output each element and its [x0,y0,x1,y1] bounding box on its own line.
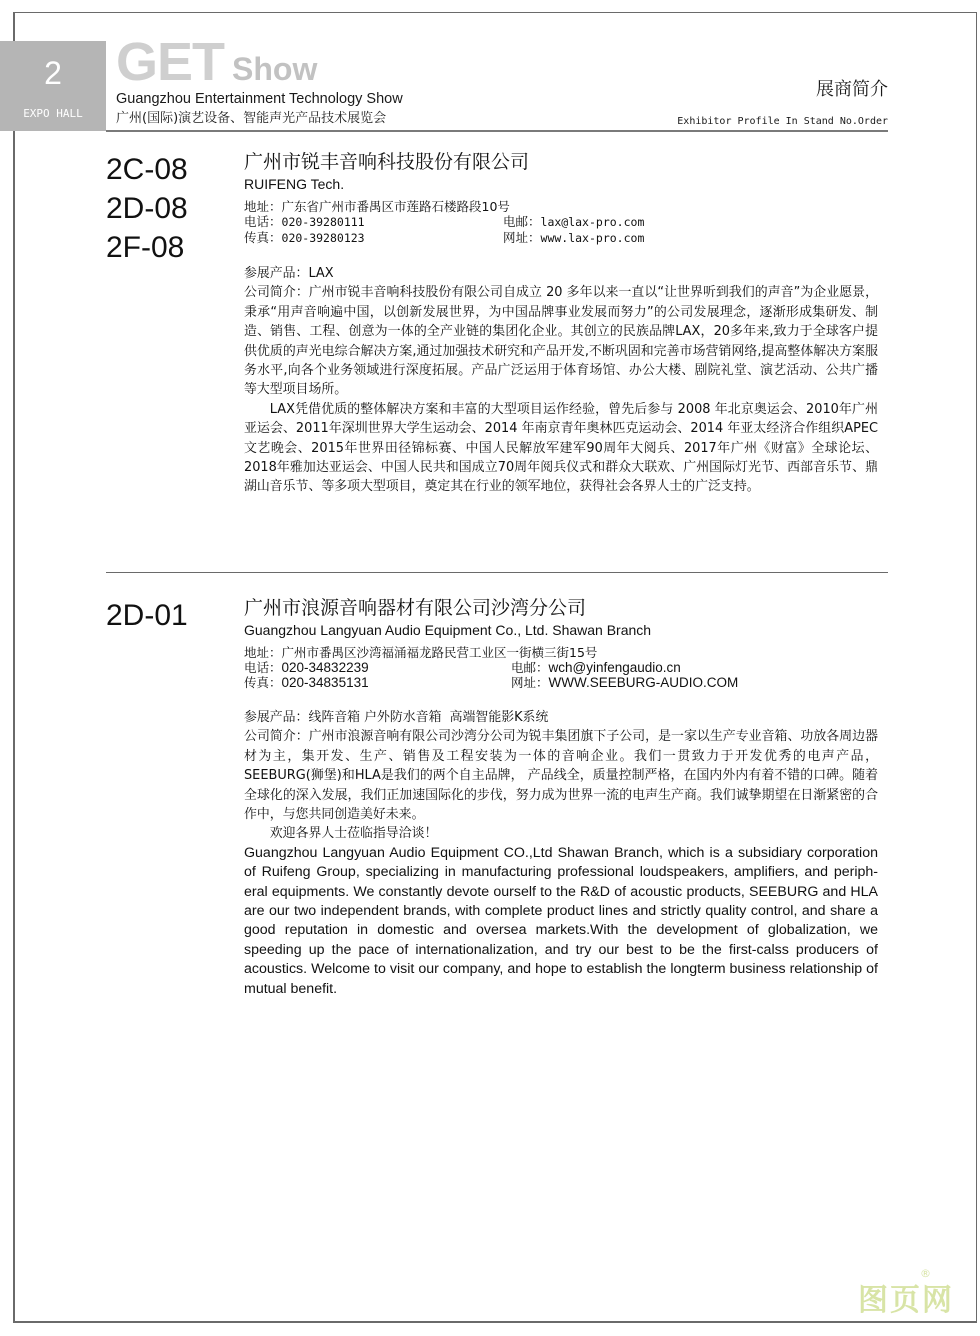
stand-number: 2D-01 [106,599,188,632]
email-label: 电邮： [503,214,541,229]
intro-text: 广州市锐丰音响科技股份有限公司自成立 20 多年以来一直以“让世界听到我们的声音”为企业愿景，秉承“用声音响遍中国，以创新发展世界，为中国品牌事业发展而努力”的公司发展理念，逐渐形成集研发、制造、销售、工程、创意为一体的全产业链的集团化企业。其创立的民族品牌LAX，20多年来,致力于全球客户提供优质的声光电综合解决方案,通过加强技术研究和产品开发,不断巩固和完善市场营销网络,提高整体解决方案服务水平,向各个业务领域进行深度拓展。产品广泛运用于体育场馆、办公大楼、剧院礼堂、演艺活动、公共广播等大型项目场所。 [244,285,879,398]
intro-paragraph [244,283,878,399]
fax-value: 020-39280123 [281,231,365,245]
address-row [244,199,888,214]
stand-list [106,150,236,267]
website-row [503,230,888,246]
phone-label: 电话： [244,660,282,675]
company-name-cn: 广州市锐丰音响科技股份有限公司 [244,151,530,173]
website-link[interactable]: www.lax-pro.com [540,231,645,245]
email-row [511,660,888,675]
intro-paragraph: 欢迎各界人士莅临指导洽谈！ [269,826,438,842]
intro-label: 公司简介： [244,729,309,745]
show-name-cn: 广州(国际)演艺设备、智能声光产品技术展览会 [116,111,387,126]
email-link[interactable]: wch@yinfengaudio.cn [548,660,681,675]
company-name-en: Guangzhou Langyuan Audio Equipment Co., Ltd. Shawan Branch [244,622,652,638]
section-title: 展商简介 [816,79,888,100]
fax-row [244,675,511,690]
expo-hall-badge [0,41,106,131]
products-row [244,708,878,727]
intro-paragraph [244,727,878,824]
company-description-en: Guangzhou Langyuan Audio Equipment CO.,Ltd Shawan Branch, which is a subsidiary corporation of Ruifeng Group, specializing in manufacturing professional loudspeakers, amplifiers, and peripheral equipments. We constantly devote ourself to the R&D of acoustic products, SEEBURG and HLA are our two independent brands, with complete product lines and strictly quality control, and share a good reputation in domestic and oversea markets.With the development of globalization, we speeding up the pace of internationalization, and try our best to be the first-calss producers of acoustics. Welcome to visit our company, and hope to establish the longterm business relationship of mutual benefit. [244,844,878,997]
hall-label: EXPO HALL [23,107,83,120]
website-row [511,675,888,690]
watermark-logo: 图页网 [858,1283,954,1318]
contact-info [244,645,888,690]
phone-row [244,660,511,675]
phone-row [244,214,503,230]
fax-label: 传真： [244,675,282,690]
exhibitor-details [244,150,888,497]
company-description [244,264,878,497]
website-link[interactable]: WWW.SEEBURG-AUDIO.COM [548,675,739,690]
intro-paragraph: LAX凭借优质的整体解决方案和丰富的大型项目运作经验，曾先后参与 2008 年北京奥运会、2010年广州亚运会、2011年深圳世界大学生运动会、2014 年南京青年奥林匹克运动会、2014 年亚太经济合作组织APEC文艺晚会、2015年世界田径锦标赛、中国人民解放军建军90周年大阅兵、2017年广州《财富》全球论坛、2018年雅加达亚运会、中国人民共和国成立70周年阅兵仪式和群众大联欢、广州国际灯光节、西部音乐节、鼎湖山音乐节、等多项大型项目，奠定其在行业的领军地位，获得社会各界人士的广泛支持。 [244,401,878,495]
stand-list [106,596,236,635]
products-label: 参展产品： [244,710,309,725]
address-label: 地址： [244,645,282,660]
fax-row [244,230,503,246]
show-logo [116,32,318,92]
intro-label: 公司简介： [244,285,309,301]
registered-mark: ® [920,1267,931,1280]
stand-number: 2D-08 [106,192,188,225]
address-label: 地址： [244,199,282,214]
phone-label: 电话： [244,214,282,229]
products-row [244,264,878,283]
products-value: LAX [308,266,334,281]
fax-value: 020-34835131 [281,675,369,690]
contact-info [244,199,888,246]
stand-number: 2C-08 [106,153,188,186]
email-label: 电邮： [511,660,549,675]
email-link[interactable]: lax@lax-pro.com [540,215,645,229]
intro-text: 广州市浪源音响有限公司沙湾分公司为锐丰集团旗下子公司，是一家以生产专业音箱、功放各周边器材为主，集开发、生产、销售及工程安装为一体的音响企业。我们一贯致力于开发优秀的电声产品，SEEBURG(狮堡)和HLA是我们的两个自主品牌， 产品线全，质量控制严格，在国内外内有着不错的口碑。随着全球化的深入发展，我们正加速国际化的步伐，努力成为世界一流的电声生产商。我们诚挚期望在日渐紧密的合作中，与您共同创造美好未来。 [244,729,879,823]
company-name-cn: 广州市浪源音响器材有限公司沙湾分公司 [244,597,587,619]
logo-show: Show [232,51,318,87]
email-row [503,214,888,230]
address-row [244,645,888,660]
exhibitor-details [244,596,888,999]
website-label: 网址： [511,675,549,690]
phone-value: 020-34832239 [281,660,369,675]
products-label: 参展产品： [244,266,309,281]
address-value: 广东省广州市番禺区市莲路石楼路段10号 [281,199,510,214]
website-label: 网址： [503,230,541,245]
show-name-en: Guangzhou Entertainment Technology Show [116,91,403,107]
header-rule [106,130,888,132]
section-subtitle: Exhibitor Profile In Stand No.Order [677,116,888,127]
stand-number: 2F-08 [106,231,185,264]
logo-get: GET [116,32,225,92]
fax-label: 传真： [244,230,282,245]
company-description [244,708,878,844]
company-name-en: RUIFENG Tech. [244,176,345,192]
phone-value: 020-39280111 [281,215,365,229]
products-value: 线阵音箱 户外防水音箱 高端智能影K系统 [308,710,549,725]
section-divider [106,572,888,573]
hall-number: 2 [44,55,62,91]
address-value: 广州市番禺区沙湾福涌福龙路民营工业区一街横三街15号 [281,645,598,660]
